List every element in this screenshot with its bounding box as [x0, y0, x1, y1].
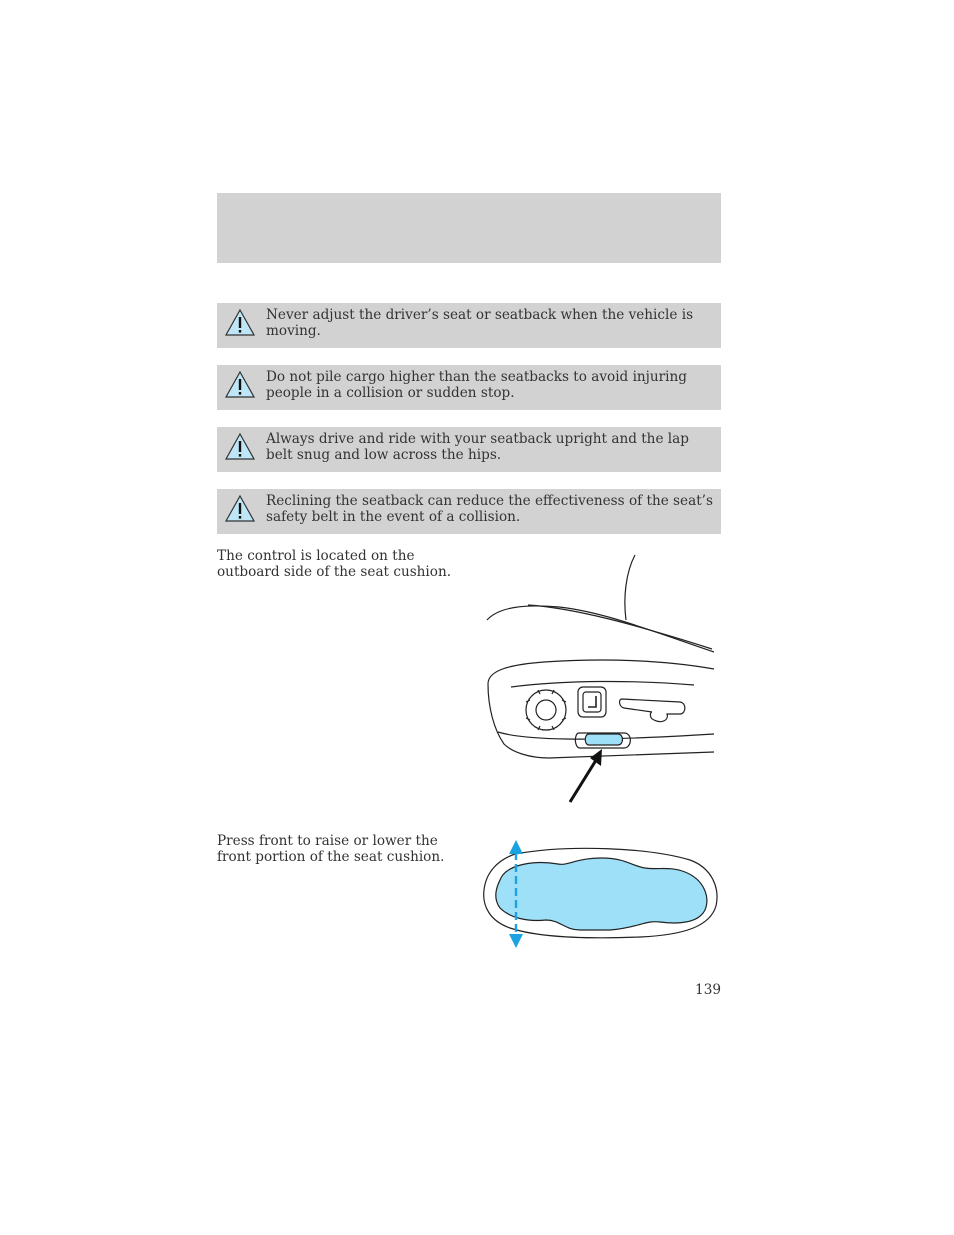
- warning-box-reclining: [217, 489, 721, 534]
- warning-text: Never adjust the driver’s seat or seatback when the vehicle is moving.: [266, 307, 694, 339]
- warning-box-seatback-upright: [217, 427, 721, 472]
- warning-triangle-icon: [224, 308, 256, 338]
- warning-triangle-icon: [224, 494, 256, 524]
- warning-box-seat-adjust: [217, 303, 721, 348]
- warning-triangle-icon: [224, 370, 256, 400]
- press-front-text: Press front to raise or lower the front portion of the seat cushion.: [217, 833, 445, 865]
- warning-text: Do not pile cargo higher than the seatbacks to avoid injuring people in a collision or sudden stop.: [266, 369, 687, 401]
- section-header-band: [217, 193, 721, 263]
- warning-text: Always drive and ride with your seatback upright and the lap belt snug and low across the hips.: [266, 431, 689, 463]
- warning-triangle-icon: [224, 432, 256, 462]
- warning-box-cargo: [217, 365, 721, 410]
- cushion-switch-closeup-illustration: [480, 838, 720, 950]
- seat-controls-illustration: [484, 552, 719, 807]
- page-number: 139: [695, 982, 721, 998]
- control-location-text: The control is located on the outboard side of the seat cushion.: [217, 548, 452, 580]
- warning-text: Reclining the seatback can reduce the effectiveness of the seat’s safety belt in the event of a collision.: [266, 493, 713, 525]
